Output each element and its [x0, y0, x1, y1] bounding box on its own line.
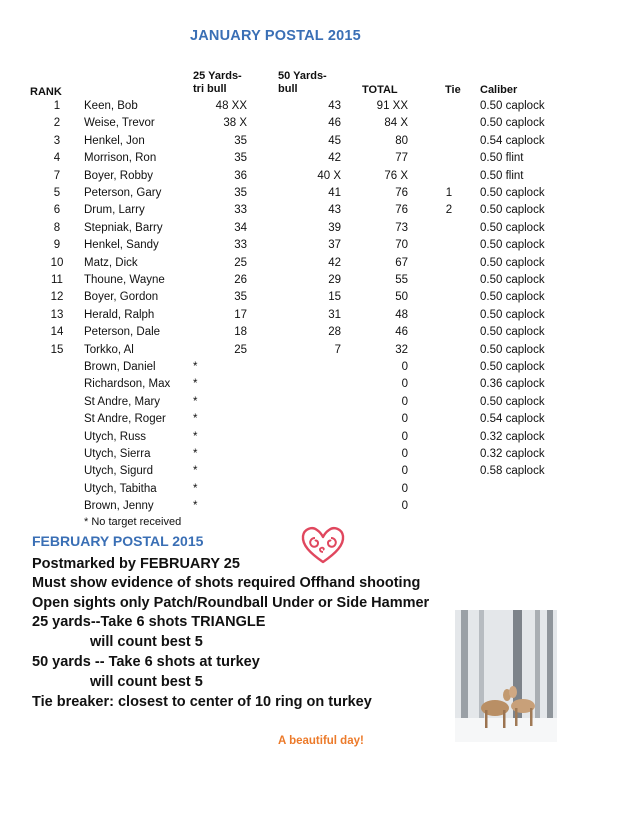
total-cell: 67: [395, 256, 408, 269]
score-50-cell: 28: [328, 326, 341, 339]
rule-50-count: [32, 674, 203, 690]
rank-cell: 9: [53, 239, 61, 252]
score-50-cell: 40 X: [317, 169, 341, 182]
january-title: JANUARY POSTAL 2015: [190, 28, 361, 44]
name-cell: Utych, Russ: [84, 430, 146, 443]
rank-cell: 3: [53, 134, 61, 147]
total-cell: 76: [395, 187, 408, 199]
total-cell: 46: [395, 326, 408, 339]
score-25-cell: 25: [234, 343, 247, 356]
name-cell: Utych, Sierra: [84, 448, 151, 460]
name-cell: St Andre, Roger: [84, 413, 166, 426]
score-50-cell: 42: [328, 152, 341, 165]
rule-25-count-text: will count best 5: [86, 634, 203, 650]
score-50-cell: 31: [328, 308, 341, 321]
caliber-cell: 0.50 caplock: [480, 361, 545, 373]
name-cell: Boyer, Gordon: [84, 291, 159, 304]
rule-50-yards: 50 yards -- Take 6 shots at turkey: [32, 654, 260, 670]
total-cell: 0: [401, 361, 408, 373]
rank-cell: 14: [50, 326, 64, 339]
table-row: [0, 185, 638, 203]
rank-cell: 7: [53, 169, 61, 182]
rank-cell: 2: [53, 117, 61, 130]
table-row: [0, 359, 638, 377]
name-cell: Utych, Sigurd: [84, 465, 154, 478]
name-cell: Peterson, Gary: [84, 187, 162, 199]
total-cell: 73: [395, 221, 408, 234]
score-50-cell: 29: [328, 274, 341, 286]
name-cell: Boyer, Robby: [84, 169, 154, 182]
table-row: [0, 150, 638, 168]
name-cell: Brown, Daniel: [84, 361, 156, 373]
score-25-cell: *: [193, 500, 198, 513]
table-row: [0, 463, 638, 481]
total-cell: 84 X: [384, 117, 408, 130]
caliber-cell: 0.50 caplock: [480, 100, 545, 112]
table-row: [0, 429, 638, 447]
caliber-cell: 0.50 caplock: [480, 256, 545, 269]
header-25yards-line2: tri bull: [193, 83, 227, 95]
rank-cell: 13: [50, 308, 64, 321]
caliber-cell: 0.58 caplock: [480, 465, 545, 478]
total-cell: 50: [395, 291, 408, 304]
total-cell: 0: [401, 465, 408, 478]
total-cell: 0: [401, 482, 408, 495]
table-row: [0, 220, 638, 238]
table-row: [0, 255, 638, 273]
total-cell: 0: [401, 378, 408, 391]
table-row: [0, 446, 638, 464]
caliber-cell: 0.50 caplock: [480, 291, 545, 304]
score-25-cell: 18: [234, 326, 247, 339]
caliber-cell: 0.50 flint: [480, 169, 524, 182]
table-row: [0, 411, 638, 429]
score-25-cell: 34: [234, 221, 247, 234]
caption-beautiful-day: A beautiful day!: [278, 735, 364, 747]
caliber-cell: 0.54 caplock: [480, 413, 545, 426]
swirl-heart-icon: [300, 525, 346, 565]
header-50yards: [278, 70, 327, 96]
rank-cell: 10: [50, 256, 64, 269]
score-25-cell: 48 XX: [215, 100, 247, 112]
caliber-cell: 0.50 caplock: [480, 326, 545, 339]
tie-cell: 2: [445, 204, 453, 217]
score-25-cell: *: [193, 430, 198, 443]
name-cell: Richardson, Max: [84, 378, 171, 391]
header-50yards-line1: 50 Yards-: [278, 70, 327, 82]
header-tie: Tie: [445, 84, 461, 96]
table-row: [0, 481, 638, 499]
score-50-cell: 7: [334, 343, 341, 356]
score-50-cell: 37: [328, 239, 341, 252]
total-cell: 0: [401, 430, 408, 443]
table-row: [0, 376, 638, 394]
score-25-cell: 35: [234, 291, 247, 304]
name-cell: Morrison, Ron: [84, 152, 157, 165]
rule-25-count: [32, 634, 203, 650]
score-25-cell: *: [193, 413, 198, 426]
total-cell: 77: [395, 152, 408, 165]
score-25-cell: 33: [234, 239, 247, 252]
total-cell: 80: [395, 134, 408, 147]
score-25-cell: 35: [234, 152, 247, 165]
no-target-note: * No target received: [84, 516, 182, 528]
total-cell: 76: [395, 204, 408, 217]
score-25-cell: *: [193, 395, 198, 408]
rank-cell: 15: [50, 343, 64, 356]
tie-cell: 1: [445, 187, 453, 199]
table-row: [0, 168, 638, 186]
score-50-cell: 45: [328, 134, 341, 147]
score-25-cell: 25: [234, 256, 247, 269]
caliber-cell: 0.50 caplock: [480, 343, 545, 356]
caliber-cell: 0.50 caplock: [480, 274, 545, 286]
score-50-cell: 15: [328, 291, 341, 304]
total-cell: 0: [401, 500, 408, 513]
score-25-cell: 35: [234, 134, 247, 147]
score-25-cell: *: [193, 448, 198, 460]
rank-cell: 11: [51, 274, 63, 286]
caliber-cell: 0.50 caplock: [480, 187, 545, 199]
caliber-cell: 0.50 caplock: [480, 239, 545, 252]
caliber-cell: 0.50 flint: [480, 152, 524, 165]
score-50-cell: 43: [328, 204, 341, 217]
name-cell: Thoune, Wayne: [84, 274, 165, 286]
february-title: FEBRUARY POSTAL 2015: [32, 533, 204, 549]
name-cell: Stepniak, Barry: [84, 221, 163, 234]
caliber-cell: 0.50 caplock: [480, 308, 545, 321]
table-row: [0, 237, 638, 255]
name-cell: St Andre, Mary: [84, 395, 161, 408]
rule-25-yards: 25 yards--Take 6 shots TRIANGLE: [32, 614, 266, 630]
total-cell: 70: [395, 239, 408, 252]
rule-postmark: Postmarked by FEBRUARY 25: [32, 556, 240, 572]
table-row: [0, 289, 638, 307]
caliber-cell: 0.50 caplock: [480, 395, 545, 408]
table-row: [0, 98, 638, 116]
name-cell: Henkel, Jon: [84, 134, 145, 147]
caliber-cell: 0.50 caplock: [480, 204, 545, 217]
rank-cell: 1: [53, 100, 61, 112]
score-25-cell: *: [193, 482, 198, 495]
caliber-cell: 0.54 caplock: [480, 134, 545, 147]
rule-sights: Open sights only Patch/Roundball Under or Side Hammer: [32, 595, 430, 611]
name-cell: Drum, Larry: [84, 204, 145, 217]
score-50-cell: 46: [328, 117, 341, 130]
caliber-cell: 0.50 caplock: [480, 117, 545, 130]
total-cell: 55: [395, 274, 408, 286]
rule-evidence: Must show evidence of shots required Offhand shooting: [32, 575, 421, 591]
score-50-cell: 39: [328, 221, 341, 234]
header-25yards-line1: 25 Yards-: [193, 70, 242, 82]
name-cell: Herald, Ralph: [84, 308, 155, 321]
deer-in-snow-photo: [455, 610, 557, 742]
total-cell: 0: [401, 448, 408, 460]
score-25-cell: 36: [234, 169, 247, 182]
table-row: [0, 394, 638, 412]
table-row: [0, 498, 638, 516]
total-cell: 0: [401, 413, 408, 426]
score-50-cell: 41: [328, 187, 341, 199]
table-row: [0, 272, 638, 290]
rank-cell: 8: [53, 221, 61, 234]
name-cell: Weise, Trevor: [84, 117, 155, 130]
score-25-cell: 17: [234, 308, 247, 321]
rank-cell: 5: [53, 187, 61, 199]
table-row: [0, 115, 638, 133]
table-row: [0, 342, 638, 360]
name-cell: Keen, Bob: [84, 100, 138, 112]
total-cell: 91 XX: [376, 100, 408, 112]
caliber-cell: 0.32 caplock: [480, 430, 545, 443]
caliber-cell: 0.32 caplock: [480, 448, 545, 460]
header-rank: RANK: [30, 86, 62, 98]
rank-cell: 6: [53, 204, 61, 217]
rank-cell: 4: [53, 152, 61, 165]
score-25-cell: 33: [234, 204, 247, 217]
header-25yards: [193, 70, 242, 96]
table-row: [0, 133, 638, 151]
score-25-cell: 26: [234, 274, 247, 286]
total-cell: 32: [395, 343, 408, 356]
name-cell: Peterson, Dale: [84, 326, 161, 339]
name-cell: Utych, Tabitha: [84, 482, 157, 495]
score-50-cell: 42: [328, 256, 341, 269]
header-caliber: Caliber: [480, 84, 518, 96]
score-25-cell: 38 X: [223, 117, 247, 130]
header-50yards-line2: bull: [278, 83, 298, 95]
caliber-cell: 0.36 caplock: [480, 378, 545, 391]
table-row: [0, 324, 638, 342]
total-cell: 48: [395, 308, 408, 321]
score-25-cell: *: [193, 378, 198, 391]
rule-50-count-text: will count best 5: [86, 674, 203, 690]
name-cell: Torkko, Al: [84, 343, 134, 356]
score-25-cell: 35: [234, 187, 247, 199]
header-total: TOTAL: [362, 84, 398, 96]
rank-cell: 12: [50, 291, 64, 304]
caliber-cell: 0.50 caplock: [480, 221, 545, 234]
total-cell: 0: [401, 395, 408, 408]
rule-tie-breaker: Tie breaker: closest to center of 10 ring on turkey: [32, 694, 372, 710]
table-row: [0, 307, 638, 325]
table-row: [0, 202, 638, 220]
name-cell: Brown, Jenny: [84, 500, 154, 513]
total-cell: 76 X: [384, 169, 408, 182]
name-cell: Matz, Dick: [84, 256, 138, 269]
name-cell: Henkel, Sandy: [84, 239, 159, 252]
score-50-cell: 43: [328, 100, 341, 112]
score-25-cell: *: [193, 465, 198, 478]
score-25-cell: *: [193, 361, 198, 373]
